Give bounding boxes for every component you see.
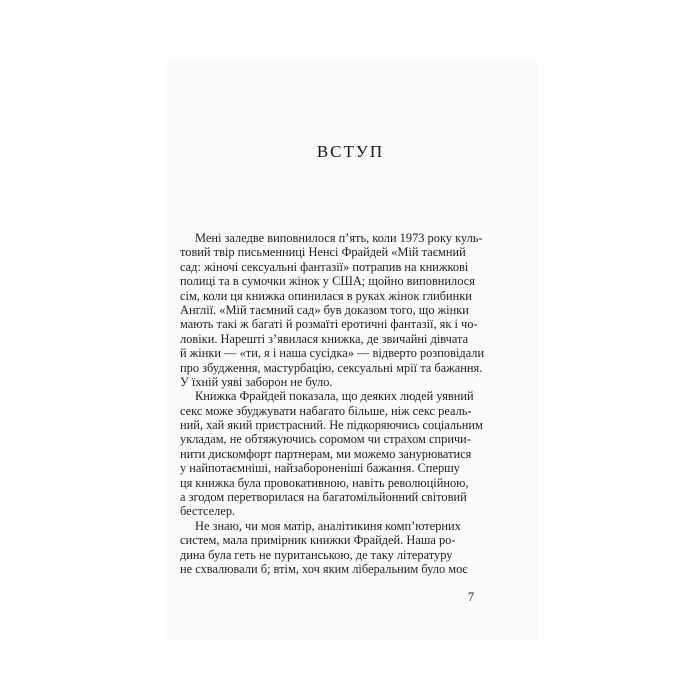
text-line: ний, хай який пристрасний. Не підкоряючись соціальним	[180, 418, 483, 433]
text-line: полиці та в сумочки жінок у США; щойно виповнилося	[180, 274, 475, 289]
text-line: про збудження, мастурбацію, сексуальні мрії та бажання.	[180, 360, 483, 375]
text-line: систем, мала примірник книжки Фрайдей. Наша ро-	[180, 533, 456, 548]
text-line: й жінки — «ти, я і наша сусідка» — відверто розповідали	[180, 346, 485, 361]
page-number: 7	[467, 590, 475, 604]
text-line: бестселер.	[180, 504, 236, 519]
text-line: Мені заледве виповнилося п’ять, коли 1973 року куль-	[195, 231, 483, 245]
text-line: Книжка Фрайдей показала, що деяких людей уявний	[195, 389, 474, 404]
text-line: дина була геть не пуританською, де таку літературу	[180, 547, 453, 562]
text-line: товий твір письменниці Ненсі Фрайдей «Мій таємний	[180, 245, 466, 260]
text-line: Англії. «Мій таємний сад» був доказом того, що жінки	[180, 302, 469, 317]
text-line: у найпотаємніші, найзабороненіші бажання. Спершу	[180, 461, 460, 476]
text-line: укладам, не обтяжуючись соромом чи страхом спричи-	[180, 432, 471, 447]
chapter-title: ВСТУП	[316, 142, 385, 161]
text-line: мають такі ж багаті й розмаїті еротичні фантазії, як і чо-	[180, 317, 478, 332]
text-line: не схвалювали б; втім, хоч яким ліберальним було моє	[180, 561, 468, 576]
text-line: а згодом перетворилася на багатомільйонний світовий	[180, 490, 467, 505]
text-line: ловіки. Нарешті з’явилася книжка, де звичайні дівчата	[180, 331, 469, 346]
text-line: сім, коли ця книжка опинилася в руках жінок глибинки	[180, 288, 472, 303]
text-line: Не знаю, чи моя матір, аналітикиня комп’ютерних	[195, 518, 461, 533]
text-line: сад: жіночі сексуальні фантазії» потрапив на книжкові	[180, 259, 469, 274]
book-page	[163, 62, 538, 640]
body-text	[180, 231, 520, 576]
text-line: секс може збуджувати набагато більше, ніж секс реаль-	[180, 403, 472, 418]
text-line: У їхній уяві заборон не було.	[180, 374, 333, 389]
text-line: ця книжка була провокативною, навіть революційною,	[180, 475, 469, 490]
text-line: нити дискомфорт партнерам, ми можемо занурюватися	[180, 446, 472, 461]
